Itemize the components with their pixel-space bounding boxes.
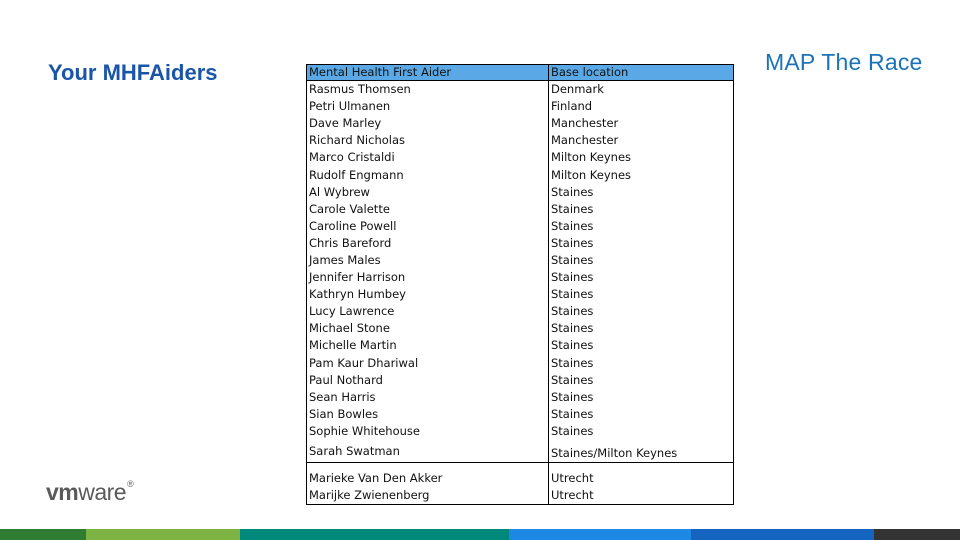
- table-row: [307, 235, 734, 252]
- base-location: Utrecht: [549, 462, 734, 487]
- first-aider-name: Dave Marley: [307, 115, 549, 132]
- base-location: Utrecht: [549, 487, 734, 505]
- base-location: Finland: [549, 98, 734, 115]
- first-aider-name: Petri Ulmanen: [307, 98, 549, 115]
- table-row: [307, 303, 734, 320]
- base-location: Staines: [549, 372, 734, 389]
- vmware-logo: vmware®: [46, 479, 134, 505]
- first-aider-name: Kathryn Humbey: [307, 286, 549, 303]
- table-row: [307, 269, 734, 286]
- table-row: [307, 440, 734, 463]
- first-aider-name: Michelle Martin: [307, 337, 549, 354]
- base-location: Staines: [549, 252, 734, 269]
- first-aider-name: Marijke Zwienenberg: [307, 487, 549, 505]
- first-aider-name: Richard Nicholas: [307, 132, 549, 149]
- first-aider-name: Sophie Whitehouse: [307, 423, 549, 440]
- table-row: [307, 132, 734, 149]
- table-row: [307, 320, 734, 337]
- base-location: Staines: [549, 201, 734, 218]
- first-aider-name: Michael Stone: [307, 320, 549, 337]
- table-row: [307, 98, 734, 115]
- table-row: [307, 487, 734, 505]
- table-row: [307, 115, 734, 132]
- table-row: [307, 149, 734, 166]
- base-location: Staines: [549, 320, 734, 337]
- base-location: Staines: [549, 423, 734, 440]
- header-first-aider: Mental Health First Aider: [307, 65, 549, 81]
- base-location: Staines: [549, 269, 734, 286]
- first-aider-name: Caroline Powell: [307, 218, 549, 235]
- map-the-race-logo: MAP The Race: [765, 49, 923, 75]
- footer-segment: [874, 529, 960, 540]
- footer-segment: [0, 529, 86, 540]
- base-location: Staines/Milton Keynes: [549, 440, 734, 463]
- table-row: [307, 184, 734, 201]
- table-row: [307, 423, 734, 440]
- base-location: Staines: [549, 337, 734, 354]
- base-location: Manchester: [549, 132, 734, 149]
- base-location: Staines: [549, 355, 734, 372]
- base-location: Staines: [549, 184, 734, 201]
- footer-segment: [86, 529, 240, 540]
- table-row: [307, 406, 734, 423]
- table-row: [307, 81, 734, 99]
- base-location: Milton Keynes: [549, 149, 734, 166]
- mhfa-table: [306, 64, 734, 505]
- table-row: [307, 389, 734, 406]
- header-base-location: Base location: [549, 65, 734, 81]
- first-aider-name: Lucy Lawrence: [307, 303, 549, 320]
- base-location: Manchester: [549, 115, 734, 132]
- table-row: [307, 166, 734, 183]
- first-aider-name: Rudolf Engmann: [307, 166, 549, 183]
- first-aider-name: Chris Bareford: [307, 235, 549, 252]
- base-location: Staines: [549, 389, 734, 406]
- first-aider-name: Sarah Swatman: [307, 440, 549, 463]
- base-location: Staines: [549, 286, 734, 303]
- table-row: [307, 286, 734, 303]
- table-row: [307, 252, 734, 269]
- first-aider-name: Rasmus Thomsen: [307, 81, 549, 99]
- table-row: [307, 372, 734, 389]
- first-aider-name: Jennifer Harrison: [307, 269, 549, 286]
- base-location: Staines: [549, 235, 734, 252]
- first-aider-name: Marco Cristaldi: [307, 149, 549, 166]
- first-aider-name: Marieke Van Den Akker: [307, 462, 549, 487]
- footer-segment: [509, 529, 691, 540]
- base-location: Milton Keynes: [549, 166, 734, 183]
- first-aider-name: Paul Nothard: [307, 372, 549, 389]
- base-location: Staines: [549, 303, 734, 320]
- table-row: [307, 201, 734, 218]
- first-aider-name: James Males: [307, 252, 549, 269]
- table-header-row: [307, 65, 734, 81]
- footer-color-bar: [0, 529, 960, 540]
- footer-segment: [691, 529, 873, 540]
- base-location: Staines: [549, 218, 734, 235]
- table-row: [307, 218, 734, 235]
- table-row: [307, 337, 734, 354]
- first-aider-name: Sean Harris: [307, 389, 549, 406]
- first-aider-name: Pam Kaur Dhariwal: [307, 355, 549, 372]
- first-aider-name: Sian Bowles: [307, 406, 549, 423]
- base-location: Staines: [549, 406, 734, 423]
- table-row: [307, 355, 734, 372]
- first-aider-name: Al Wybrew: [307, 184, 549, 201]
- footer-segment: [240, 529, 509, 540]
- slide-title: Your MHFAiders: [48, 60, 218, 85]
- base-location: Denmark: [549, 81, 734, 99]
- table-row: [307, 462, 734, 487]
- first-aider-name: Carole Valette: [307, 201, 549, 218]
